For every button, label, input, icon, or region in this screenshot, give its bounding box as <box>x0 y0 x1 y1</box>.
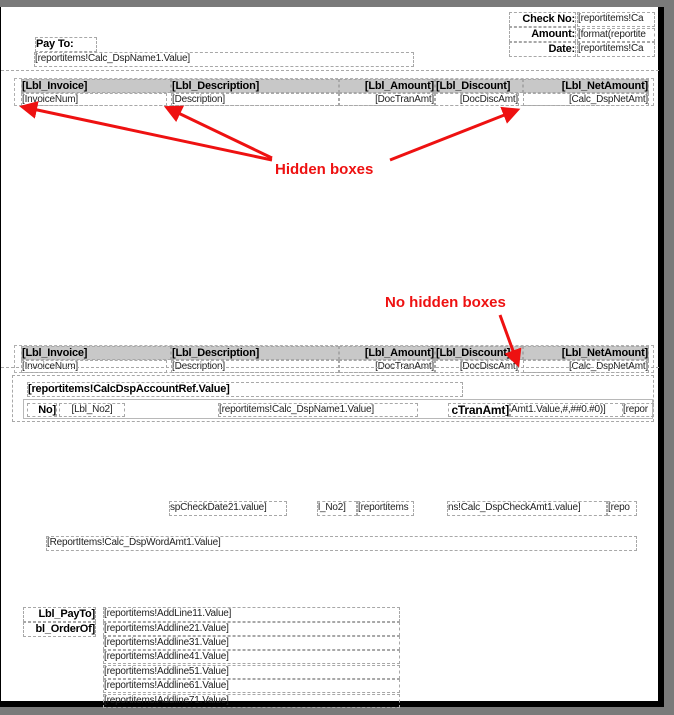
account-ref[interactable]: [reportitems!CalcDspAccountRef.Value] <box>27 382 463 397</box>
check-word-amt[interactable]: [ReportItems!Calc_DspWordAmt1.Value] <box>46 536 637 551</box>
address-line[interactable]: [reportitems!Addline61.Value] <box>103 679 400 693</box>
address-line[interactable]: [reportitems!Addline51.Value] <box>103 665 400 679</box>
bottom-header-netamount[interactable]: [Lbl_NetAmount] <box>523 346 649 360</box>
top-cell-doctranamt[interactable]: [DocTranAmt] <box>339 93 435 106</box>
bottom-cell-netamt[interactable]: [Calc_DspNetAmt] <box>523 360 649 373</box>
date-value[interactable]: [reportitems!Ca <box>577 42 655 57</box>
top-cell-docdiscamt[interactable]: [DocDiscAmt] <box>435 93 519 106</box>
address-line[interactable]: [reportitems!Addline31.Value] <box>103 636 400 650</box>
pay-to-label[interactable]: Pay To: <box>35 37 97 52</box>
bottom-cell-docdiscamt[interactable]: [DocDiscAmt] <box>435 360 519 373</box>
address-line[interactable]: [reportitems!Addline21.Value] <box>103 622 400 636</box>
bottom-header-invoice[interactable]: [Lbl_Invoice] <box>21 346 171 360</box>
stub-trailing[interactable]: [repor <box>622 403 654 417</box>
address-line[interactable]: [reportitems!AddLine11.Value] <box>103 607 400 622</box>
check-no2[interactable]: l_No2] <box>317 501 357 516</box>
date-label[interactable]: Date: <box>509 42 576 57</box>
arrow-to-invoice <box>28 108 272 160</box>
stub-no-label[interactable]: No] <box>27 403 57 417</box>
lbl-pay-to[interactable]: Lbl_PayTo] <box>23 607 96 622</box>
bottom-cell-description[interactable]: [Description] <box>171 360 339 373</box>
pay-to-value[interactable]: [reportitems!Calc_DspName1.Value] <box>34 52 414 67</box>
top-cell-netamt[interactable]: [Calc_DspNetAmt] <box>523 93 649 106</box>
top-header-discount[interactable]: [Lbl_Discount] <box>435 79 523 93</box>
top-header-amount[interactable]: [Lbl_Amount] <box>339 79 435 93</box>
amount-value[interactable]: [format(reportite <box>577 28 655 42</box>
amount-label[interactable]: Amount: <box>509 27 576 42</box>
bottom-header-description[interactable]: [Lbl_Description] <box>171 346 339 360</box>
top-header-description[interactable]: [Lbl_Description] <box>171 79 339 93</box>
bottom-cell-invoicenum[interactable]: [InvoiceNum] <box>21 360 167 373</box>
check-no-value[interactable]: [reportitems!Ca <box>577 12 655 27</box>
lbl-order-of[interactable]: bl_OrderOf] <box>23 622 96 637</box>
check-date[interactable]: spCheckDate21.value] <box>169 501 287 516</box>
address-line[interactable]: [reportitems!Addline71.Value] <box>103 694 400 708</box>
annotation-hidden-boxes: Hidden boxes <box>275 161 374 178</box>
bottom-header-discount[interactable]: [Lbl_Discount] <box>435 346 523 360</box>
arrow-to-no-hidden <box>500 315 516 359</box>
stub-tran-amt-value[interactable]: Amt1.Value,#,##0.#0)] <box>510 403 623 417</box>
top-cell-invoicenum[interactable]: [InvoiceNum] <box>21 93 167 106</box>
arrow-to-discount <box>390 112 512 160</box>
top-header-netamount[interactable]: [Lbl_NetAmount] <box>523 79 649 93</box>
top-header-invoice[interactable]: [Lbl_Invoice] <box>21 79 171 93</box>
check-reportitems[interactable]: [reportitems <box>357 501 414 516</box>
check-amt-trailing[interactable]: [repo <box>607 501 637 516</box>
address-line[interactable]: [reportitems!Addline41.Value] <box>103 650 400 664</box>
bottom-cell-doctranamt[interactable]: [DocTranAmt] <box>339 360 435 373</box>
top-cell-description[interactable]: [Description] <box>171 93 339 106</box>
check-no-label[interactable]: Check No: <box>509 12 576 27</box>
bottom-header-amount[interactable]: [Lbl_Amount] <box>339 346 435 360</box>
stub-tran-amt-label[interactable]: cTranAmt] <box>448 403 510 417</box>
check-amt[interactable]: ns!Calc_DspCheckAmt1.value] <box>447 501 607 516</box>
stub-name[interactable]: [reportitems!Calc_DspName1.Value] <box>218 403 418 417</box>
annotation-no-hidden-boxes: No hidden boxes <box>385 294 506 311</box>
stub-lbl-no2[interactable]: [Lbl_No2] <box>59 403 125 417</box>
